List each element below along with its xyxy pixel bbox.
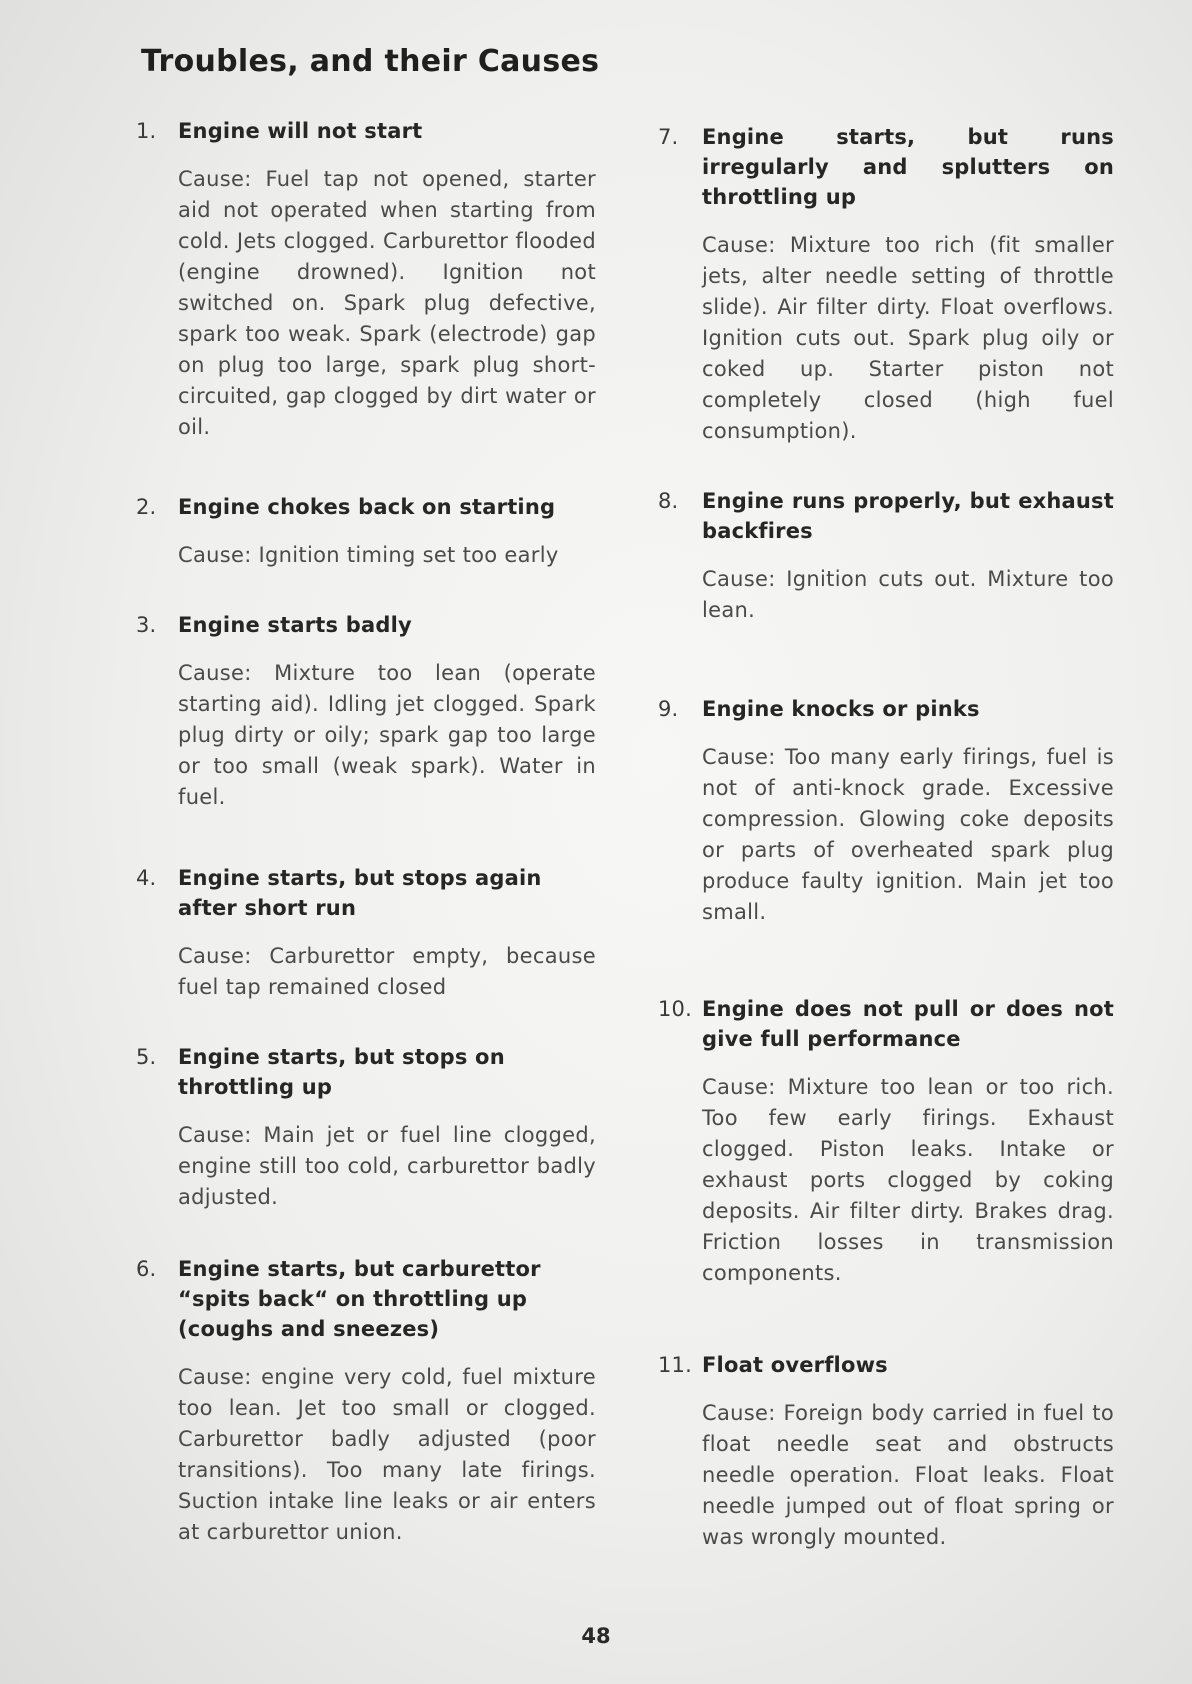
trouble-cause: Cause: Mixture too lean (operate starting aid). Idling jet clogged. Spark plug dirty or oily; spark gap too large or too small (weak spark). Water in fuel. [178, 661, 596, 809]
trouble-heading [136, 1042, 596, 1102]
trouble-heading [136, 863, 596, 923]
trouble-item-6 [136, 1254, 596, 1548]
trouble-heading [136, 116, 596, 146]
trouble-title: Engine starts, but carburettor “spits back“ on throttling up (coughs and sneezes) [178, 1257, 541, 1341]
trouble-number: 4. [136, 866, 157, 890]
trouble-number: 11. [658, 1353, 692, 1377]
trouble-title: Engine knocks or pinks [702, 697, 980, 721]
trouble-number: 9. [658, 697, 679, 721]
trouble-heading [136, 492, 596, 522]
trouble-title: Engine starts, but stops again after short run [178, 866, 542, 920]
trouble-number: 2. [136, 495, 157, 519]
trouble-title: Float overflows [702, 1353, 888, 1377]
trouble-heading [658, 122, 1114, 212]
trouble-number: 10. [658, 997, 692, 1021]
trouble-heading [136, 610, 596, 640]
trouble-title: Engine starts badly [178, 613, 412, 637]
trouble-item-7 [658, 122, 1114, 447]
trouble-title: Engine chokes back on starting [178, 495, 556, 519]
trouble-title: Engine does not pull or does not give full performance [702, 997, 1114, 1051]
trouble-title: Engine will not start [178, 119, 423, 143]
trouble-cause: Cause: Main jet or fuel line clogged, engine still too cold, carburettor badly adjusted. [178, 1123, 596, 1209]
trouble-cause: Cause: Mixture too lean or too rich. Too few early firings. Exhaust clogged. Piston leaks. Intake or exhaust ports clogged by coking deposits. Air filter dirty. Brakes drag. Friction losses in transmission components. [702, 1075, 1114, 1285]
trouble-number: 8. [658, 489, 679, 513]
page-title: Troubles, and their Causes [141, 44, 600, 79]
trouble-cause: Cause: Ignition timing set too early [178, 543, 559, 567]
trouble-number: 7. [658, 125, 679, 149]
trouble-title: Engine runs properly, but exhaust backfires [702, 489, 1114, 543]
trouble-cause: Cause: engine very cold, fuel mixture too lean. Jet too small or clogged. Carburettor badly adjusted (poor transitions). Too many late firings. Suction intake line leaks or air enters at carburettor union. [178, 1365, 596, 1544]
trouble-item-3 [136, 610, 596, 813]
trouble-item-8 [658, 486, 1114, 626]
trouble-cause: Cause: Carburettor empty, because fuel tap remained closed [178, 944, 596, 999]
trouble-heading [658, 694, 1114, 724]
trouble-cause: Cause: Ignition cuts out. Mixture too lean. [702, 567, 1114, 622]
trouble-cause: Cause: Mixture too rich (fit smaller jets, alter needle setting of throttle slide). Air filter dirty. Float overflows. Ignition cuts out. Spark plug oily or coked up. Starter piston not completely closed (high fuel consumption). [702, 233, 1114, 443]
trouble-number: 5. [136, 1045, 157, 1069]
trouble-title: Engine starts, but runs irregularly and splutters on throttling up [702, 125, 1114, 209]
trouble-item-1 [136, 116, 596, 443]
trouble-title: Engine starts, but stops on throttling up [178, 1045, 505, 1099]
trouble-heading [658, 486, 1114, 546]
trouble-cause: Cause: Foreign body carried in fuel to float needle seat and obstructs needle operation. Float leaks. Float needle jumped out of float spring or was wrongly mounted. [702, 1401, 1114, 1549]
trouble-item-9 [658, 694, 1114, 928]
trouble-item-11 [658, 1350, 1114, 1553]
trouble-heading [658, 1350, 1114, 1380]
trouble-number: 3. [136, 613, 157, 637]
trouble-heading [658, 994, 1114, 1054]
trouble-number: 6. [136, 1257, 157, 1281]
trouble-item-10 [658, 994, 1114, 1289]
trouble-item-2 [136, 492, 596, 571]
page-number: 48 [581, 1624, 611, 1648]
trouble-number: 1. [136, 119, 157, 143]
trouble-cause: Cause: Fuel tap not opened, starter aid not operated when starting from cold. Jets clogged. Carburettor flooded (engine drowned). Ignition not switched on. Spark plug defective, spark too weak. Spark (electrode) gap on plug too large, spark plug short-circuited, gap clogged by dirt water or oil. [178, 167, 596, 439]
trouble-heading [136, 1254, 596, 1344]
trouble-item-4 [136, 863, 596, 1003]
trouble-item-5 [136, 1042, 596, 1213]
trouble-cause: Cause: Too many early firings, fuel is not of anti-knock grade. Excessive compression. Glowing coke deposits or parts of overheated spark plug produce faulty ignition. Main jet too small. [702, 745, 1114, 924]
